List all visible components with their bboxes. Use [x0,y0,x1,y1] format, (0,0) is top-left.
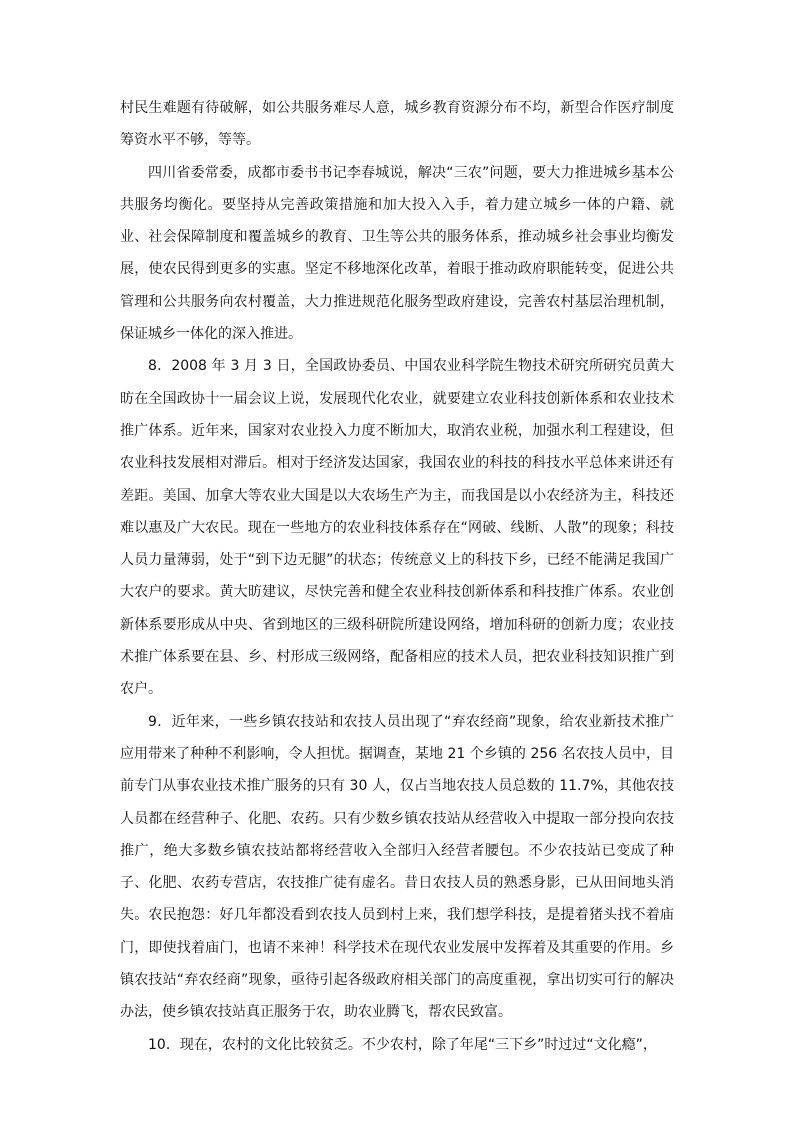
paragraph-sichuan-official: 四川省委常委，成都市委书书记李春城说，解决“三农”问题，要大力推进城乡基本公共服务均衡化。要坚持从完善政策措施和加大投入入手，着力建立城乡一体的户籍、就业、社会保障制度和覆盖城乡的教育、卫生等公共的服务体系，推动城乡社会事业均衡发展，使农民得到更多的实惠。坚定不移地深化改革，着眼于推动政府职能转变，促进公共管理和公共服务向农村覆盖，大力推进规范化服务型政府建设，完善农村基层治理机制，保证城乡一体化的深入推进。 [120,164,674,343]
paragraph-item-10: 10．现在，农村的文化比较贫乏。不少农村，除了年尾“三下乡”时过过“文化瘾”， [148,1036,657,1053]
paragraph-item-8: 8．2008 年 3 月 3 日，全国政协委员、中国农业科学院生物技术研究所研究员黄大昉在全国政协十一届会议上说，发展现代化农业，就要建立农业科技创新体系和农业技术推广体系。近年来，国家对农业投入力度不断加大，取消农业税，加强水利工程建设，但农业科技发展相对滞后。相对于经济发达国家，我国农业的科技的科技水平总体来讲还有差距。美国、加拿大等农业大国是以大农场生产为主，而我国是以小农经济为主，科技还难以惠及广大农民。现在一些地方的农业科技体系存在“网破、线断、人散”的现象；科技人员力量薄弱，处于“到下边无腿”的状态；传统意义上的科技下乡，已经不能满足我国广大农户的要求。黄大昉建议，尽快完善和健全农业科技创新体系和科技推广体系。农业创新体系要形成从中央、省到地区的三级科研院所建设网络，增加科研的创新力度；农业技术推广体系要在县、乡、村形成三级网络，配备相应的技术人员，把农业科技知识推广到农户。 [120,358,674,698]
paragraph-item-9: 9．近年来，一些乡镇农技站和农技人员出现了“弃农经商”现象，给农业新技术推广应用带来了种种不利影响，令人担忧。据调查，某地 21 个乡镇的 256 名农技人员中，目前专门从事农业技术推广服务的只有 30 人，仅占当地农技人员总数的 11.7%，其他农技人员都在经营种子、化肥、农药。只有少数乡镇农技站从经营收入中提取一部分投向农技推广，绝大多数乡镇农技站都将经营收入全部归入经营者腰包。不少农技站已变成了种子、化肥、农药专营店，农技推广徒有虚名。昔日农技人员的熟悉身影，已从田间地头消失。农民抱怨：好几年都没看到农技人员到村上来，我们想学科技，是提着猪头找不着庙门，即使找着庙门，也请不来神！科学技术在现代农业发展中发挥着及其重要的作用。乡镇农技站“弃农经商”现象，亟待引起各级政府相关部门的高度重视，拿出切实可行的解决办法，使乡镇农技站真正服务于农，助农业腾飞，帮农民致富。 [120,713,674,1021]
document-body [120,92,674,1061]
paragraph-continuation: 村民生难题有待破解，如公共服务难尽人意，城乡教育资源分布不均，新型合作医疗制度筹资水平不够，等等。 [120,100,674,149]
